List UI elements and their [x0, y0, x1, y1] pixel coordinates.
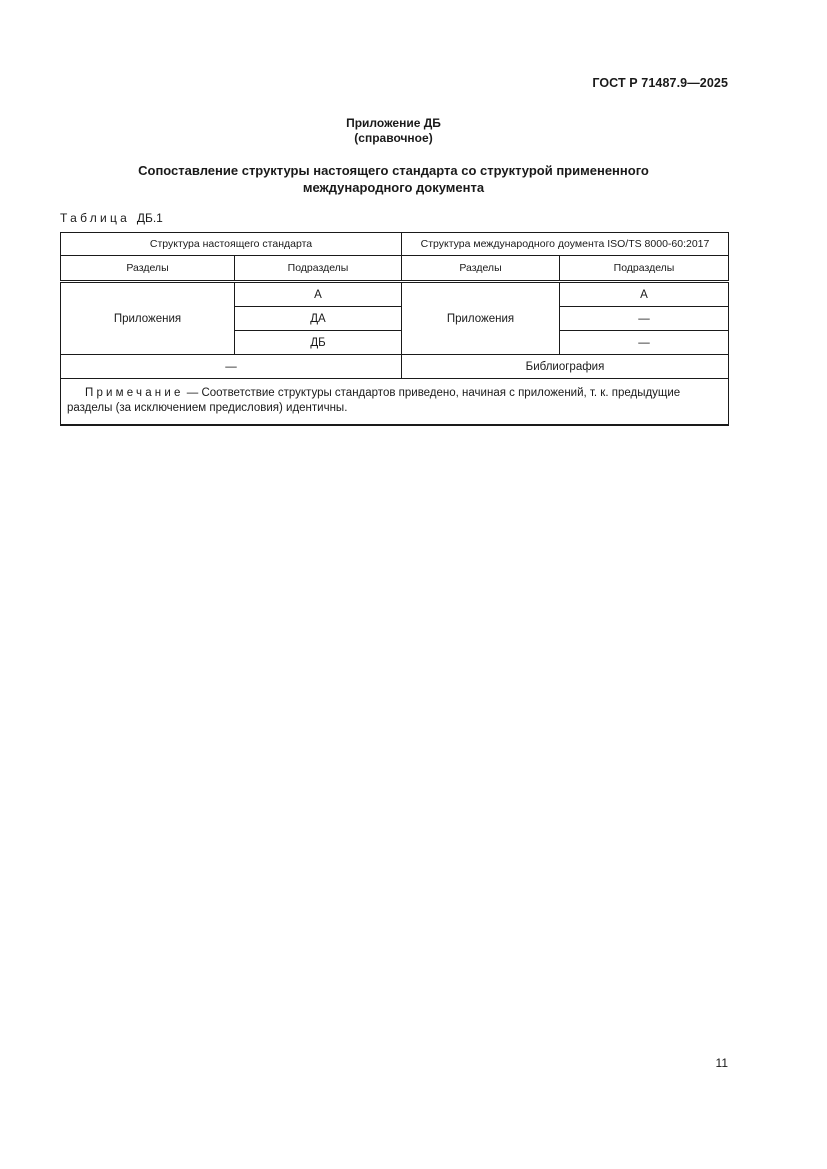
- annex-heading: [0, 116, 787, 145]
- section-title: [0, 162, 787, 196]
- standard-code: ГОСТ Р 71487.9—2025: [592, 76, 728, 90]
- annex-status: (справочное): [354, 130, 433, 145]
- note-text: — Соответствие структуры стандартов приведено, начиная с приложений, т. к. предыдущие разделы (за исключением предисловия) идентичны.: [67, 387, 681, 414]
- section-title-line1: Сопоставление структуры настоящего стандарта со структурой примененного: [138, 163, 649, 178]
- note-label: Примечание: [85, 387, 184, 399]
- structure-comparison-table: [60, 232, 729, 426]
- cell-section-national: Приложения: [61, 282, 235, 355]
- header-cell-international: Структура международного доумента ISO/TS 8000-60:2017: [402, 233, 729, 256]
- table-caption-number: ДБ.1: [136, 211, 163, 225]
- table-row: [61, 282, 729, 307]
- table-row-bibliography: [61, 355, 729, 379]
- table-header-row: [61, 233, 729, 256]
- cell-subsection-national: ДБ: [235, 331, 402, 355]
- table-note-row: [61, 379, 729, 426]
- header-cell-national: Структура настоящего стандарта: [61, 233, 402, 256]
- cell-section-international: Приложения: [402, 282, 560, 355]
- table-note: [61, 379, 729, 426]
- subheader-subsections-national: Подразделы: [235, 256, 402, 282]
- annex-title: Приложение ДБ: [346, 116, 441, 130]
- cell-subsection-national: ДА: [235, 307, 402, 331]
- section-title-line2: международного документа: [302, 180, 485, 195]
- page-number: 11: [715, 1056, 728, 1070]
- cell-subsection-national: А: [235, 282, 402, 307]
- table-caption-label: Таблица: [60, 211, 131, 225]
- table-caption: [60, 211, 163, 225]
- cell-bibliography-national: —: [61, 355, 402, 379]
- cell-subsection-international: А: [560, 282, 729, 307]
- cell-bibliography-international: Библиография: [402, 355, 729, 379]
- subheader-sections-international: Разделы: [402, 256, 560, 282]
- subheader-subsections-international: Подразделы: [560, 256, 729, 282]
- cell-subsection-international: —: [560, 331, 729, 355]
- table-subheader-row: [61, 256, 729, 282]
- cell-subsection-international: —: [560, 307, 729, 331]
- subheader-sections-national: Разделы: [61, 256, 235, 282]
